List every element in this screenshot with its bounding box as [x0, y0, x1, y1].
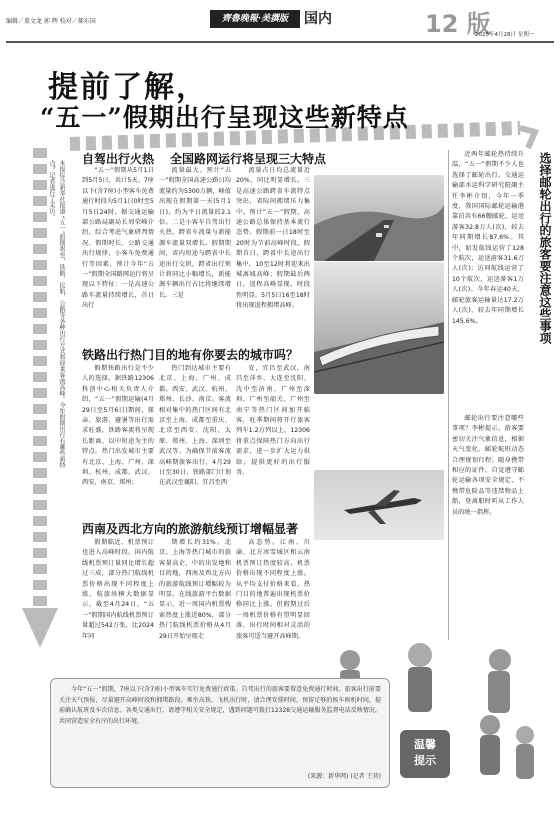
section3-col1: 假期临近，机票预订也进入高峰时段。国内航线机票预订量同比增长超过三成，部分热门航线机票价格出现不同程度上涨。航旅纵横大数据显示，截至4月24日，“五一”假期国内航线机票预订量超过542万张，比2024年同 — [82, 539, 154, 640]
road-photo — [314, 175, 444, 261]
tip-source: (来源：新华网) (记者 王营) — [307, 773, 381, 780]
section2-col3: 安，宜昌至武汉，南昌至萍乡、大连至沈阳、沈中至济南、广州至深圳、广州至韶关、广州至南宁等热门区间加开临客，旺季期间将开行旅客列车1.2万列以上，12306将重点保障热门方向出行需求，进一步扩大运力供给，提供更好的出行服务。 — [236, 365, 310, 477]
tip-text: 今年“五一”假期，7座以下(含7座)小型客车实行免费通行政策。自驾出行的旅客要留意免费通行时间。旅客出行前要关注天气预报，尽量避开高峰时段和拥堵路段。乘坐高铁、飞机出行时，请合理安排时间，预留足够的候车候机时间，提前确认航班及车次信息。各类交通出行，请遵守相关安全规定，遇到问题可拨打12328交通运输服务监督电话反映情况，共同营造安全有序的出行环境。 — [59, 686, 381, 725]
tip-badge-line1: 温馨 — [414, 738, 436, 751]
sidebar-divider — [448, 150, 449, 640]
section1-title-b: 全国路网运行将呈现三大特点 — [170, 152, 327, 166]
tip-box — [50, 678, 390, 788]
section1-col2: 流量最大。预计“五一”假期全国高速公路日均流量约为5300万辆，峰值出现在假期第一天(5月1日)，约为平日流量的2.1倍。二是小客车自驾出行火热，跨省车流量与新能源车流量双增长。假期期间，省内短途与跨省中长途出行交织，跨省出行预计将同比小幅增长，新能源车辆出行占比将继续增长。三是 — [159, 167, 231, 299]
editor-credits: 编辑／董文龙 郭 辉 校对／郝东国 — [6, 18, 96, 25]
kids-illustration — [460, 705, 550, 805]
page-header — [0, 0, 560, 44]
section3-col3: 高态势。江南、川渝、北方冰雪城区和云南机票预订热度较高，机票价格出现不同程度上涨。从平均支付价格来看，热门目的地普遍出现机票价格同比上涨。但假期过后一周机票价格有望明显回落，出行时间相对灵活的旅客可适当避开高峰期。 — [236, 539, 310, 640]
header-divider — [6, 41, 554, 43]
tip-badge — [400, 730, 450, 778]
sidebar-title: 选择邮轮出行的旅客要注意这些事项 — [538, 152, 552, 344]
section2-title: 铁路出行热门目的地有你要去的城市吗？ — [82, 348, 299, 362]
sidebar-col1: 近两年邮轮热持续升温，“五一”假期不少人也选择了邮轮出行。交通运输部水运科学研究院副主任李彬介绍，今年一季度，我国国际邮轮运输港靠泊共有66艘邮轮，运送游客32.8万人(次)，较去年同期增长87.6%。其中，始发航线运营了128个航次，运送游客31.6万人(次)；访问航线运营了10个航次，运送游客1万人(次)。今年春运40天，邮轮旅客运输量达17.2万人(次)，较去年同期增长145.6%。 — [452, 151, 524, 325]
section1-title-a: 自驾出行火热 — [82, 152, 155, 166]
section3-col2: 期增长约31%。北京、上海等热门城市的旅客量高企，中的出发地和目的地，西南及西北方向的旅游航线预订增幅较为明显。在线旅游平台数据显示，近一周国内机票搜索热度上涨近80%，部分热门航线机票价格从4月29日开始呈现走 — [159, 539, 231, 640]
train-photo — [314, 262, 444, 394]
plane-photo — [314, 470, 444, 540]
masthead-logo: 齊魯晚報·美撰版 — [210, 10, 300, 28]
section2-col2: 热门到达城市主要有北京、上海、广州、成都、西安、武汉、杭州、郑州、长沙、南京。客流相对集中的热门区间有北京至上海、成都至重庆、北京至西安、沈阳、太原、郑州、上海、深圳至武汉等。为确保节前客流高峰期旅客出行，4月29日至30日，铁路部门计划在武汉至襄阳、宜昌至西 — [159, 365, 231, 487]
main-title-line2: “五一”假期出行呈现这些新特点 — [40, 103, 409, 132]
issue-date: 2025年4月28日 星期一 — [475, 32, 535, 38]
section1-col1: “五一”假期从5月1日到5月5日，共计5天。7座以下(含7座)小型客车免费通行时段为5月1日0时至5月5日24时。据交通运输部公路局副局长周荣峰介绍，综合考虑气象研判情况、假期时长、公路交通出行规律、小客车免费通行等因素，预计今年“五一”假期全国路网运行将呈现以下特征：一是高速公路车流量持续增长，首日出行 — [82, 167, 154, 310]
section-name: 国内 — [304, 11, 332, 27]
section3-title: 西南及西北方向的旅游航线预订增幅显著 — [82, 522, 299, 536]
tip-badge-line2: 提示 — [414, 754, 436, 767]
section1-col3: 流量占日均总流量近20%，同比明显增长。三是高速公路跨省车流特点突出，省际间拥堵压力集中。预计“五一”假期，高速公路总体保持基本流行态势。假期前一日18时至20时为节前高峰时段，假期首日，跨省中长途出行集中，10至12时将迎来出城离城高峰；假期最后两日，返程高峰显现，时段性明显。5月5日16至18时将出现返程拥堵高峰。 — [236, 167, 310, 310]
sidebar-col2: 邮轮出行要注意哪些事项？李彬提示，游客要密切关注气象信息，根据天气变化、邮轮航班动态合理规划行程；随身携带相应的证件，自觉遵守邮轮运输各项安全规定，不携带危险品等违禁物品上船，登离船时听从工作人员的统一指挥。 — [452, 415, 524, 516]
main-title-line1: 提前了解， — [48, 70, 208, 105]
page-number: 12 版 — [425, 10, 491, 38]
section2-col1: 假期铁路出行是不少人的选择。据铁路12306科创中心相关负责人介绍，“五一”假期运输(4月29日至5月6日)期间，探亲、旅游、避暑等出行需求旺盛，铁路客流将呈现长距离、以中短途为主的特点。热门出发城市主要有北京、上海、广州、深圳、杭州、成都、武汉、西安、南京、郑州； — [82, 365, 154, 487]
lead-paragraph: 本报综合新华社报道 “五一”假期将至，铁路、民航、公路等各种出行方式将迎来客流高峰。今年假期出行有哪些新特点？记者进行了采访。 — [48, 160, 65, 469]
